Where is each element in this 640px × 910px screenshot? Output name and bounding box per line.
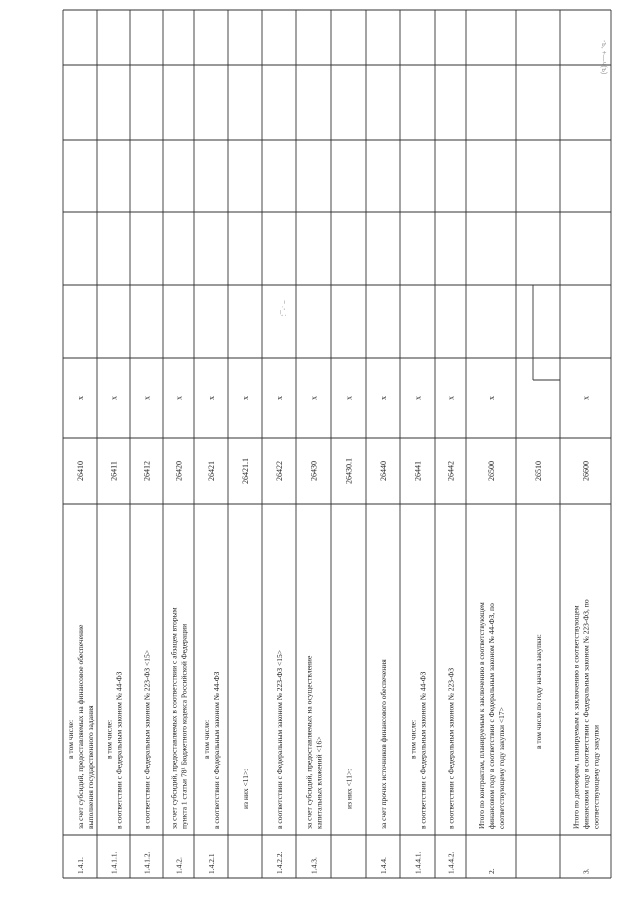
row-description: из них <11>: [344, 768, 354, 809]
row-number: 1.4.1.2. [142, 851, 152, 874]
row-number: 2. [487, 868, 496, 874]
row-description: в соответствии с Федеральным законом № 44-ФЗ [418, 671, 428, 829]
row-description: из них <11>: [241, 768, 250, 809]
row-number: 1.4.2.1 [207, 853, 216, 874]
row-x-mark: x [413, 396, 423, 400]
row-code: 26440 [379, 461, 388, 481]
row-code: 26411 [109, 461, 119, 481]
row-x-mark: x [142, 396, 152, 400]
row-x-mark: x [581, 396, 591, 400]
row-description: в том числе: [104, 719, 114, 759]
row-code: 26410 [76, 461, 85, 481]
row-x-mark: x [379, 396, 388, 400]
row-description: в соответствии с Федеральным законом № 223-ФЗ [446, 667, 456, 829]
row-number: 1.4.4.2. [446, 851, 456, 874]
row-x-mark: x [109, 396, 119, 400]
row-code: 26420 [174, 461, 184, 481]
row-x-mark: x [76, 396, 85, 400]
row-x-mark: x [207, 396, 216, 400]
row-code: 26510 [534, 461, 543, 481]
row-description: за счет субсидий, предоставляемых на финансовое обеспечение [76, 624, 85, 829]
row-code: 26600 [581, 461, 591, 481]
row-number: 1.4.2.2. [275, 851, 284, 874]
row-description: в том числе: [202, 719, 211, 759]
row-description: в том числе: [408, 719, 418, 759]
row-description: в соответствии с Федеральным законом № 44-ФЗ [212, 671, 221, 829]
row-description: выполнения государственного задания [86, 705, 95, 829]
row-number: 1.4.1. [76, 857, 85, 874]
row-description: финансовом году в соответствии с Федеральным законом № 223-ФЗ, по [581, 599, 591, 829]
row-description: за счет прочих источников финансового обеспечения [379, 659, 388, 829]
row-description: капитальных вложений <16> [314, 736, 324, 829]
row-code: 26442 [446, 461, 456, 481]
row-number: 1.4.2. [174, 857, 184, 874]
row-number: 3. [581, 868, 591, 874]
row-description: Итого по договорам, планируемым к заключению в соответствующем [571, 605, 581, 829]
row-number: 1.4.4. [379, 857, 388, 874]
row-code: 26500 [487, 461, 496, 481]
row-description: в соответствии с Федеральным законом № 223-ФЗ <15> [275, 650, 284, 829]
row-description: за счет субсидий, предоставляемых на осуществление [304, 655, 314, 829]
row-description: в соответствии с Федеральным законом № 223-ФЗ <15> [142, 650, 152, 829]
row-x-mark: x [309, 396, 319, 400]
row-x-mark: x [174, 396, 184, 400]
row-x-mark: x [487, 396, 496, 400]
row-description: соответствующему году закупки <17> [497, 707, 506, 829]
row-description: соответствующему году закупки [591, 724, 601, 829]
row-x-mark: x [446, 396, 456, 400]
row-x-mark: x [241, 396, 250, 400]
row-description: в соответствии с Федеральным законом № 44-ФЗ [114, 671, 124, 829]
row-x-mark: x [275, 396, 284, 400]
row-description: финансовом году в соответствии с Федеральным законом № 44-ФЗ, по [487, 603, 496, 829]
row-number: 1.4.4.1. [413, 851, 423, 874]
row-code: 26441 [413, 461, 423, 481]
scan-mark-center: ~ .-_; [280, 300, 287, 317]
row-x-mark: x [344, 396, 354, 400]
row-description: в том числе по году начала закупки: [534, 634, 543, 749]
row-code: 26422 [275, 461, 284, 481]
row-code: 26412 [142, 461, 152, 481]
row-description: за счет субсидий, предоставляемых в соответствии с абзацем вторым [169, 607, 179, 829]
scan-mark-top-right: -ъ, +—ч(ъ) [600, 40, 607, 75]
row-description: в том числе: [66, 719, 75, 759]
row-code: 26430.1 [344, 458, 354, 484]
row-description: пункта 1 статьи 78¹ Бюджетного кодекса Российской Федерации [179, 623, 189, 829]
row-code: 26430 [309, 461, 319, 481]
row-code: 26421 [207, 461, 216, 481]
row-description: Итого по контрактам, планируемым к заключению в соответствующем [477, 602, 486, 829]
row-code: 26421.1 [241, 458, 250, 484]
row-number: 1.4.3. [309, 857, 319, 874]
row-number: 1.4.1.1. [109, 851, 119, 874]
